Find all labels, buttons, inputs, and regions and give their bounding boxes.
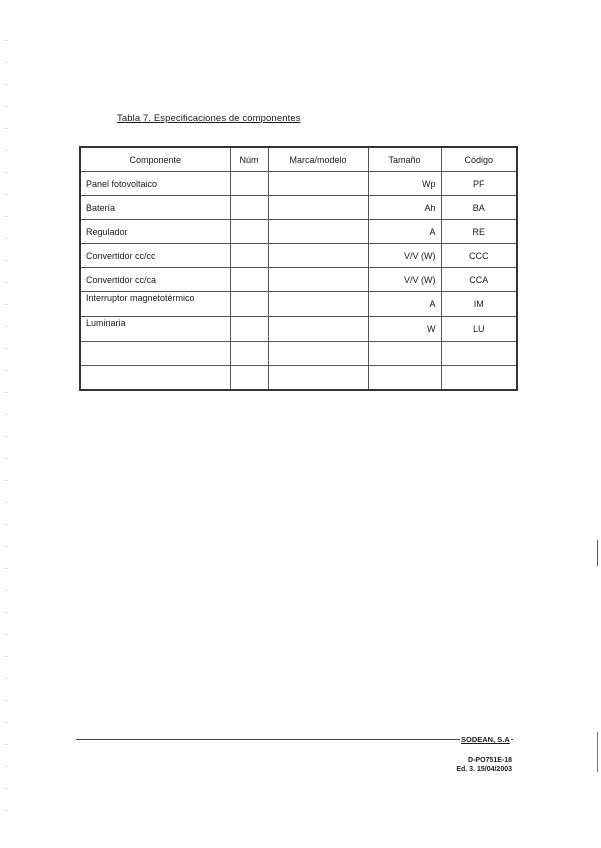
document-reference xyxy=(440,756,512,774)
table-row xyxy=(80,220,517,244)
cell-marca xyxy=(268,268,368,292)
cell-marca xyxy=(268,172,368,196)
cell-codigo: CCA xyxy=(441,268,517,292)
table-row xyxy=(80,196,517,220)
cell-componente: Convertidor cc/cc xyxy=(80,244,230,268)
document-code: D-PO751E-18 xyxy=(468,757,512,764)
table-row xyxy=(80,317,517,342)
company-name: SODEAN, S.A xyxy=(461,735,510,744)
cell-marca xyxy=(268,292,368,317)
cell-tamano: Ah xyxy=(368,196,441,220)
cell-num xyxy=(230,342,268,366)
cell-componente: Luminaria xyxy=(80,317,230,342)
table-row xyxy=(80,244,517,268)
header-componente: Componente xyxy=(80,147,230,172)
scan-mark xyxy=(597,540,598,566)
cell-marca xyxy=(268,196,368,220)
cell-codigo: IM xyxy=(441,292,517,317)
cell-num xyxy=(230,196,268,220)
table-caption: Tabla 7. Especificaciones de componentes xyxy=(117,113,301,124)
cell-tamano: Wp xyxy=(368,172,441,196)
cell-num xyxy=(230,220,268,244)
cell-num xyxy=(230,292,268,317)
header-tamano: Tamaño xyxy=(368,147,441,172)
cell-codigo: BA xyxy=(441,196,517,220)
cell-num xyxy=(230,317,268,342)
cell-componente: Regulador xyxy=(80,220,230,244)
cell-num xyxy=(230,244,268,268)
cell-componente: Convertidor cc/ca xyxy=(80,268,230,292)
table-row xyxy=(80,292,517,317)
cell-componente xyxy=(80,342,230,366)
cell-tamano xyxy=(368,342,441,366)
cell-marca xyxy=(268,244,368,268)
cell-tamano: V/V (W) xyxy=(368,268,441,292)
footer-rule xyxy=(76,739,513,740)
component-spec-table xyxy=(79,146,518,391)
cell-codigo: CCC xyxy=(441,244,517,268)
cell-marca xyxy=(268,342,368,366)
table-row xyxy=(80,172,517,196)
table-row xyxy=(80,366,517,391)
scan-mark xyxy=(597,732,598,772)
cell-codigo: RE xyxy=(441,220,517,244)
scan-edge-marks xyxy=(4,40,8,820)
cell-componente: Batería xyxy=(80,196,230,220)
cell-num xyxy=(230,366,268,391)
table-row xyxy=(80,268,517,292)
cell-marca xyxy=(268,366,368,391)
cell-num xyxy=(230,172,268,196)
cell-tamano: A xyxy=(368,220,441,244)
cell-tamano: W xyxy=(368,317,441,342)
header-num: Núm xyxy=(230,147,268,172)
cell-componente: Panel fotovoltaico xyxy=(80,172,230,196)
cell-codigo: PF xyxy=(441,172,517,196)
cell-codigo xyxy=(441,366,517,391)
cell-componente xyxy=(80,366,230,391)
table-header-row xyxy=(80,147,517,172)
document-edition: Ed. 3. 15/04/2003 xyxy=(456,766,512,773)
cell-componente: Interruptor magnetotérmico xyxy=(80,292,230,317)
cell-codigo xyxy=(441,342,517,366)
header-marca-modelo: Marca/modelo xyxy=(268,147,368,172)
cell-tamano: V/V (W) xyxy=(368,244,441,268)
cell-marca xyxy=(268,317,368,342)
cell-marca xyxy=(268,220,368,244)
cell-num xyxy=(230,268,268,292)
cell-tamano: A xyxy=(368,292,441,317)
cell-codigo: LU xyxy=(441,317,517,342)
cell-tamano xyxy=(368,366,441,391)
header-codigo: Código xyxy=(441,147,517,172)
table-row xyxy=(80,342,517,366)
